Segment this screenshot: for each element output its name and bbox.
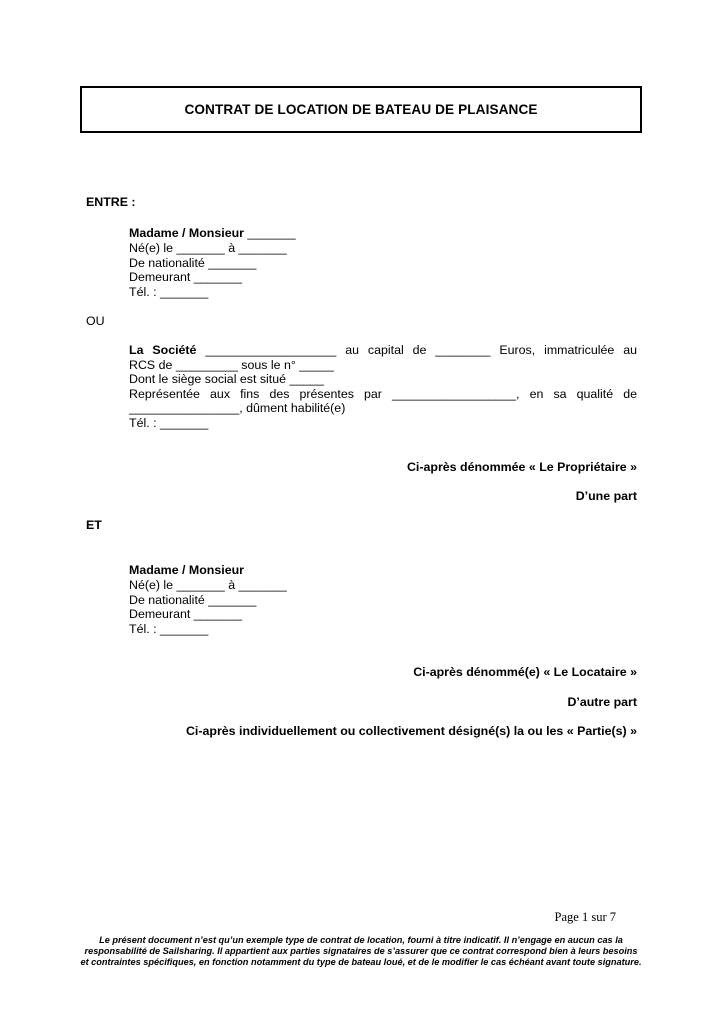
- company-line-1: [129, 343, 637, 358]
- one-part-label: D’une part: [575, 489, 637, 503]
- document-title: CONTRAT DE LOCATION DE BATEAU DE PLAISANCE: [184, 102, 538, 117]
- company-line-4: Représentée aux fins des présentes par __________________, en sa qualité de: [129, 387, 637, 401]
- person1-address: Demeurant _______: [129, 270, 242, 284]
- et-label: ET: [86, 518, 102, 532]
- company-phone: Tél. : _______: [129, 416, 209, 430]
- tenant-designation: Ci-après dénommé(e) « Le Locataire »: [413, 665, 637, 679]
- person1-nationality: De nationalité _______: [129, 256, 257, 270]
- disclaimer-footer: Le présent document n’est qu’un exemple type de contrat de location, fourni à titre indicatif. Il n’engage en aucun cas la responsabilité de Sailsharing. Il appartient aux parties signataires de s’assurer que ce contrat correspond bien à leurs besoins et contraintes spécifiques, en fonction notamment du type de bateau loué, et de le modifier le cas échéant avant toute signature.: [80, 935, 642, 968]
- person2-phone: Tél. : _______: [129, 622, 209, 636]
- company-line-1-rest: ___________________ au capital de ________ Euros, immatriculée au: [196, 343, 637, 357]
- person1-phone: Tél. : _______: [129, 285, 209, 299]
- other-part-label: D’autre part: [567, 695, 637, 709]
- person1-born: Né(e) le _______ à _______: [129, 241, 287, 255]
- person2-name-label: Madame / Monsieur: [129, 563, 244, 577]
- parties-designation: Ci-après individuellement ou collectivement désigné(s) la ou les « Partie(s) »: [185, 724, 637, 738]
- company-line-2: RCS de _________ sous le n° _____: [129, 358, 334, 372]
- entre-label: ENTRE :: [86, 195, 136, 209]
- company-line-3: Dont le siège social est situé _____: [129, 372, 324, 386]
- person2-born: Né(e) le _______ à _______: [129, 578, 287, 592]
- person2-address: Demeurant _______: [129, 607, 242, 621]
- company-line-5: ________________, dûment habilité(e): [129, 401, 346, 415]
- person2-nationality: De nationalité _______: [129, 593, 257, 607]
- person1-name-blank: _______: [243, 226, 296, 240]
- page-number: Page 1 sur 7: [554, 910, 616, 924]
- company-label: La Société: [129, 343, 197, 357]
- title-box: [80, 86, 642, 133]
- ou-label: OU: [86, 314, 105, 328]
- person1-name-line: [129, 226, 296, 241]
- person1-name-label: Madame / Monsieur: [129, 226, 244, 240]
- owner-designation: Ci-après dénommée « Le Propriétaire »: [406, 460, 637, 474]
